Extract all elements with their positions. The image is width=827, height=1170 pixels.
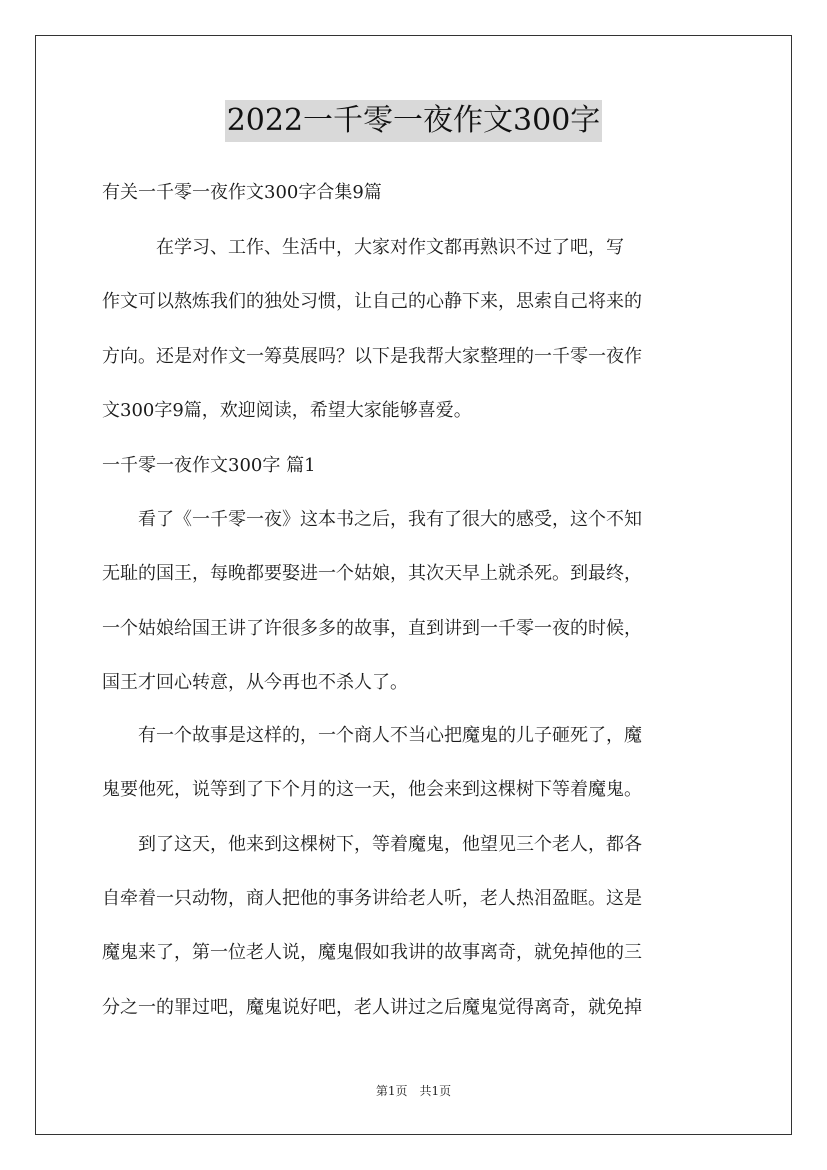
page-footer: 第1页 共1页 <box>375 1084 452 1098</box>
paragraph-line: 分之一的罪过吧，魔鬼说好吧，老人讲过之后魔鬼觉得离奇，就免掉 <box>102 997 642 1018</box>
paragraph-line: 看了《一千零一夜》这本书之后，我有了很大的感受，这个不知 <box>102 509 642 530</box>
paragraph-line: 魔鬼来了，第一位老人说，魔鬼假如我讲的故事离奇，就免掉他的三 <box>102 942 642 963</box>
title-container <box>0 100 827 142</box>
paragraph-line: 无耻的国王，每晚都要娶进一个姑娘，其次天早上就杀死。到最终， <box>102 563 642 584</box>
section-heading: 一千零一夜作文300字 篇1 <box>102 455 316 476</box>
paragraph-line: 文300字9篇，欢迎阅读，希望大家能够喜爱。 <box>102 400 472 421</box>
paragraph-line: 在学习、工作、生活中，大家对作文都再熟识不过了吧，写 <box>102 237 624 258</box>
document-title: 2022一千零一夜作文300字 <box>225 100 603 142</box>
paragraph-line: 作文可以熬炼我们的独处习惯，让自己的心静下来，思索自己将来的 <box>102 291 642 312</box>
paragraph-line: 国王才回心转意，从今再也不杀人了。 <box>102 672 408 693</box>
paragraph-line: 有一个故事是这样的，一个商人不当心把魔鬼的儿子砸死了，魔 <box>102 725 642 746</box>
subtitle-line: 有关一千零一夜作文300字合集9篇 <box>102 182 382 203</box>
paragraph-line: 到了这天，他来到这棵树下，等着魔鬼，他望见三个老人，都各 <box>102 834 642 855</box>
paragraph-line: 鬼要他死，说等到了下个月的这一天，他会来到这棵树下等着魔鬼。 <box>102 779 642 800</box>
paragraph-line: 自牵着一只动物，商人把他的事务讲给老人听，老人热泪盈眶。这是 <box>102 888 642 909</box>
paragraph-line: 方向。还是对作文一筹莫展吗？以下是我帮大家整理的一千零一夜作 <box>102 346 642 367</box>
paragraph-line: 一个姑娘给国王讲了许很多多的故事，直到讲到一千零一夜的时候， <box>102 618 642 639</box>
